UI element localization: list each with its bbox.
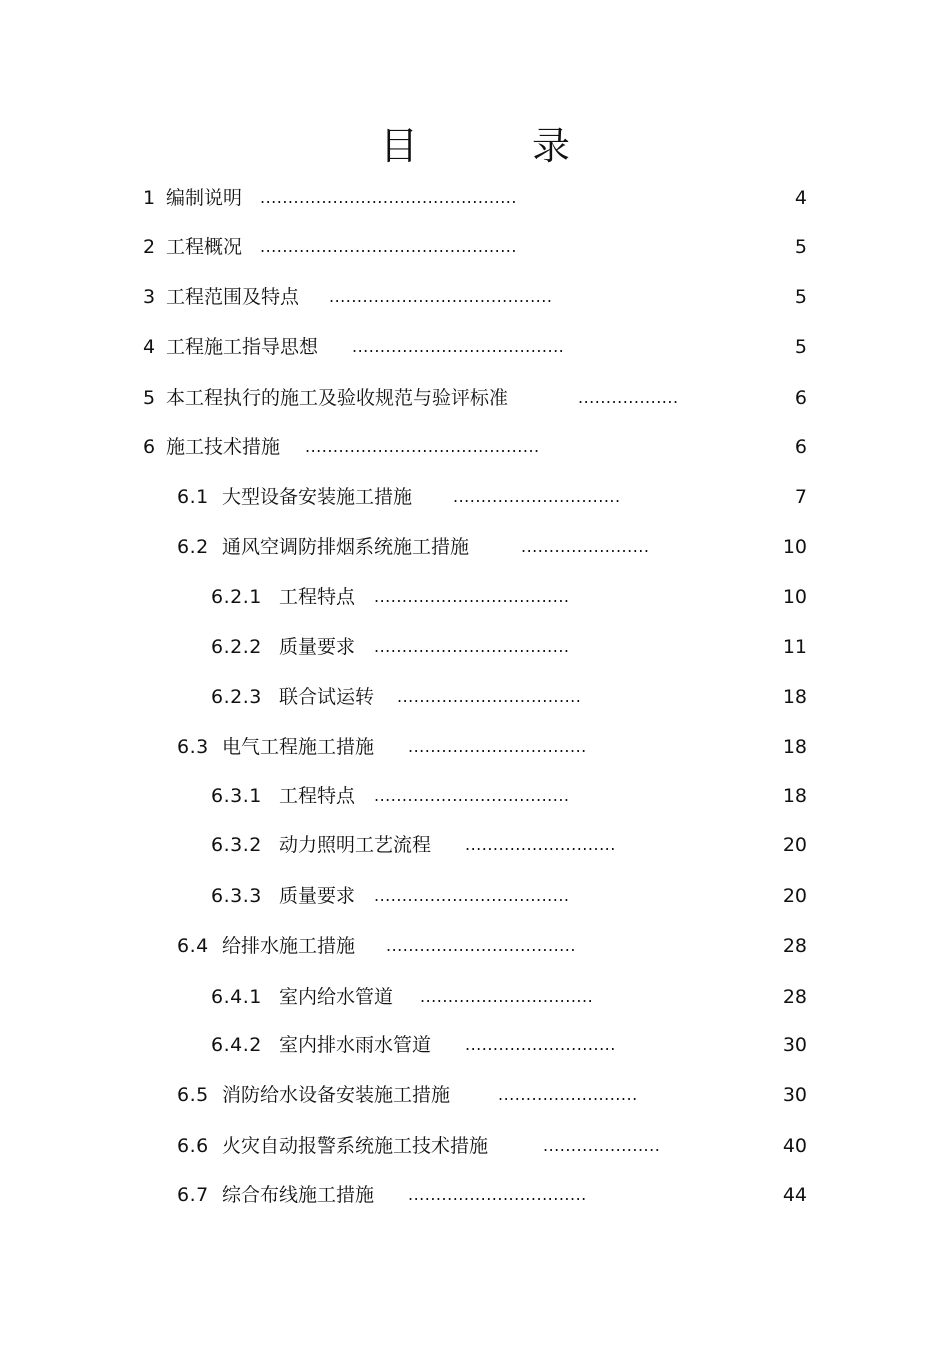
toc-label: 动力照明工艺流程	[279, 834, 432, 856]
toc-leader: ..........................................	[305, 437, 540, 456]
toc-page: 4	[794, 187, 807, 209]
toc-number: 6.2.3	[211, 686, 262, 708]
toc-number: 6.2.2	[211, 636, 262, 658]
toc-page: 30	[782, 1034, 807, 1056]
toc-label: 室内排水雨水管道	[279, 1034, 432, 1056]
toc-leader: ................................	[408, 1185, 587, 1204]
toc-leader: ..............................................	[260, 237, 517, 256]
toc-page: 7	[794, 486, 807, 508]
toc-entry-6-1[interactable]	[0, 482, 950, 512]
toc-page: 28	[782, 935, 807, 957]
toc-entry-6-7[interactable]	[0, 1180, 950, 1210]
toc-number: 6.5	[177, 1084, 209, 1106]
toc-page: 5	[794, 336, 807, 358]
toc-leader: .........................	[498, 1085, 638, 1104]
toc-entry-4[interactable]	[0, 332, 950, 362]
toc-number: 6.6	[177, 1135, 209, 1157]
toc-entry-6-3-2[interactable]	[0, 830, 950, 860]
toc-page: 6	[794, 436, 807, 458]
toc-page: 5	[794, 286, 807, 308]
toc-leader: ...................................	[374, 786, 570, 805]
toc-page: 18	[782, 785, 807, 807]
toc-number: 6	[143, 436, 156, 458]
toc-number: 6.3.2	[211, 834, 262, 856]
toc-entry-6-2-1[interactable]	[0, 582, 950, 612]
toc-entry-6-2-3[interactable]	[0, 682, 950, 712]
toc-label: 工程特点	[279, 785, 356, 807]
toc-leader: ........................................	[329, 287, 553, 306]
toc-page: 11	[782, 636, 807, 658]
toc-number: 6.4.1	[211, 986, 262, 1008]
toc-leader: ..............................	[453, 487, 621, 506]
toc-leader: .....................	[543, 1136, 661, 1155]
toc-entry-6-2[interactable]	[0, 532, 950, 562]
toc-label: 综合布线施工措施	[222, 1184, 375, 1206]
toc-number: 6.1	[177, 486, 209, 508]
toc-label: 大型设备安装施工措施	[222, 486, 413, 508]
toc-label: 质量要求	[279, 885, 356, 907]
toc-label: 工程特点	[279, 586, 356, 608]
toc-entry-1[interactable]	[0, 183, 950, 213]
toc-label: 本工程执行的施工及验收规范与验评标准	[166, 387, 509, 409]
toc-leader: ...........................	[465, 835, 616, 854]
toc-label: 给排水施工措施	[222, 935, 356, 957]
toc-leader: ......................................	[352, 337, 565, 356]
toc-page: 20	[782, 885, 807, 907]
toc-page: 40	[782, 1135, 807, 1157]
toc-number: 2	[143, 236, 156, 258]
toc-label: 工程概况	[166, 236, 243, 258]
toc-number: 6.7	[177, 1184, 209, 1206]
toc-number: 6.4.2	[211, 1034, 262, 1056]
page-title	[0, 122, 950, 170]
toc-entry-6-4-1[interactable]	[0, 982, 950, 1012]
toc-entry-6-6[interactable]	[0, 1131, 950, 1161]
toc-label: 联合试运转	[279, 686, 375, 708]
title-char-1: 目	[380, 124, 419, 168]
toc-page: 20	[782, 834, 807, 856]
toc-entry-6-2-2[interactable]	[0, 632, 950, 662]
toc-number: 6.3	[177, 736, 209, 758]
title-char-2: 录	[532, 124, 571, 168]
toc-label: 工程施工指导思想	[166, 336, 319, 358]
toc-entry-6-3[interactable]	[0, 732, 950, 762]
toc-number: 4	[143, 336, 156, 358]
toc-number: 6.2	[177, 536, 209, 558]
toc-page: 6	[794, 387, 807, 409]
toc-number: 1	[143, 187, 156, 209]
toc-label: 电气工程施工措施	[222, 736, 375, 758]
toc-page: 18	[782, 686, 807, 708]
toc-entry-2[interactable]	[0, 232, 950, 262]
toc-leader: .................................	[397, 687, 582, 706]
toc-leader: ...........................	[465, 1035, 616, 1054]
toc-entry-3[interactable]	[0, 282, 950, 312]
toc-label: 通风空调防排烟系统施工措施	[222, 536, 470, 558]
toc-page: 10	[782, 586, 807, 608]
toc-leader: ...................................	[374, 637, 570, 656]
toc-entry-6-5[interactable]	[0, 1080, 950, 1110]
toc-label: 施工技术措施	[166, 436, 281, 458]
toc-page: 28	[782, 986, 807, 1008]
toc-leader: ..................	[578, 388, 679, 407]
toc-leader: ...............................	[420, 987, 594, 1006]
toc-leader: ................................	[408, 737, 587, 756]
toc-number: 3	[143, 286, 156, 308]
toc-page: 30	[782, 1084, 807, 1106]
toc-label: 编制说明	[166, 187, 243, 209]
toc-leader: .......................	[521, 537, 650, 556]
toc-label: 质量要求	[279, 636, 356, 658]
toc-number: 6.2.1	[211, 586, 262, 608]
toc-number: 6.4	[177, 935, 209, 957]
toc-page: 5	[794, 236, 807, 258]
toc-number: 6.3.1	[211, 785, 262, 807]
toc-label: 火灾自动报警系统施工技术措施	[222, 1135, 489, 1157]
toc-entry-6[interactable]	[0, 432, 950, 462]
toc-label: 消防给水设备安装施工措施	[222, 1084, 451, 1106]
toc-label: 室内给水管道	[279, 986, 394, 1008]
toc-leader: ...................................	[374, 587, 570, 606]
toc-entry-6-4-2[interactable]	[0, 1030, 950, 1060]
toc-page: 10	[782, 536, 807, 558]
toc-leader: ...................................	[374, 886, 570, 905]
toc-page: 44	[782, 1184, 807, 1206]
toc-entry-6-3-1[interactable]	[0, 781, 950, 811]
toc-leader: ..............................................	[260, 188, 517, 207]
toc-entry-5[interactable]	[0, 383, 950, 413]
toc-page: 18	[782, 736, 807, 758]
toc-entry-6-3-3[interactable]	[0, 881, 950, 911]
toc-number: 6.3.3	[211, 885, 262, 907]
toc-number: 5	[143, 387, 156, 409]
toc-entry-6-4[interactable]	[0, 931, 950, 961]
toc-leader: ..................................	[386, 936, 576, 955]
toc-label: 工程范围及特点	[166, 286, 300, 308]
